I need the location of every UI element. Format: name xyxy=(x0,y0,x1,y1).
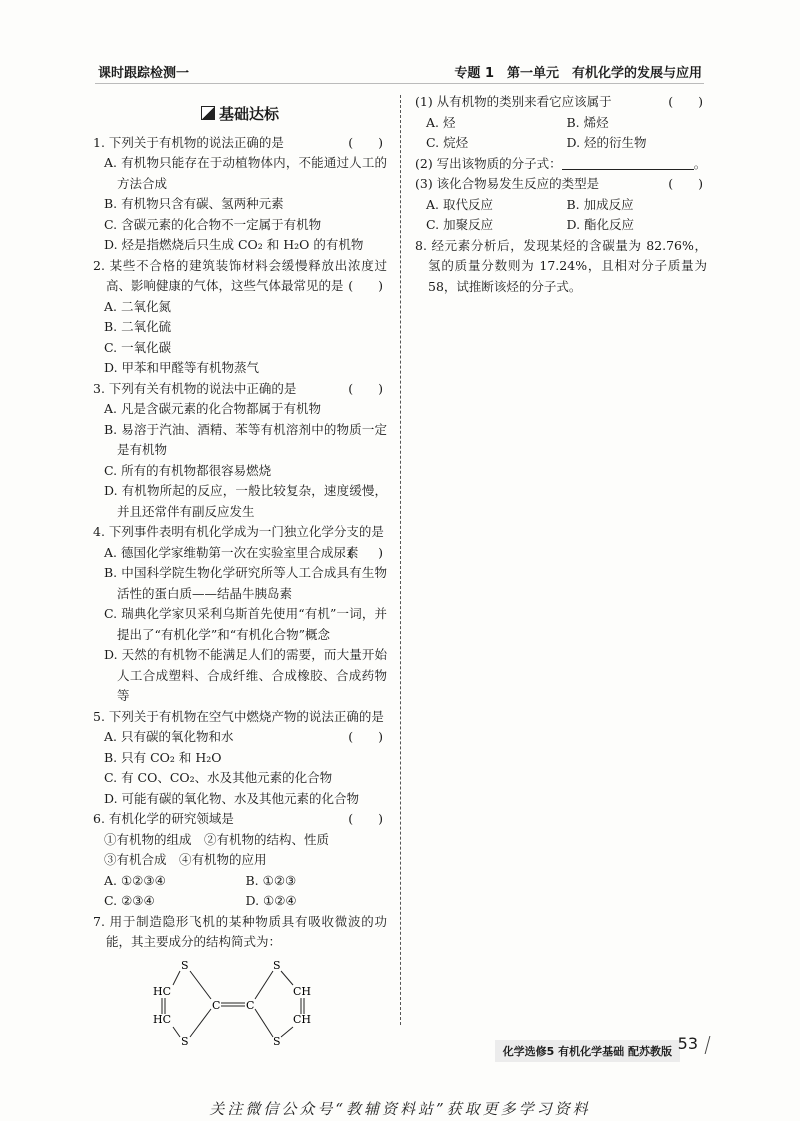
q6-option-a: A. ①②③④ xyxy=(104,872,166,888)
q7-3-option-b: B. 加成反应 xyxy=(566,196,634,212)
left-column xyxy=(93,104,387,1055)
column-divider xyxy=(400,95,401,1025)
option-a: A. 有机物只能存在于动植物体内，不能通过人工的方法合成 xyxy=(104,155,387,191)
q7-1-option-d: D. 烃的衍生物 xyxy=(566,135,647,150)
page-slash xyxy=(705,1036,711,1054)
option-d: D. 有机物所起的反应，一般比较复杂，速度缓慢，并且还常伴有副反应发生 xyxy=(104,483,387,519)
header-right: 专题 1 第一单元 有机化学的发展与应用 xyxy=(454,66,702,81)
q6-items-line1: ①有机物的组成 ②有机物的结构、性质 xyxy=(104,831,330,847)
option-a: A. 二氧化氮 xyxy=(104,298,171,314)
option-d: D. 甲苯和甲醛等有机物蒸气 xyxy=(104,360,260,375)
question-5: 5. 下列关于有机物在空气中燃烧产物的说法正确的是 ( ) A. 只有碳的氧化物和水 B. 只有 CO₂ 和 H₂O C. 有 CO、CO₂、水及其他元素的化合物 D. 可能有碳的氧化物、水及其他元素的化合物 xyxy=(93,707,387,810)
q6-option-d: D. ①②④ xyxy=(245,893,297,908)
option-a: A. 德国化学家维勒第一次在实验室里合成尿素 xyxy=(104,544,359,560)
book-title: 化学选修5 有机化学基础 配苏教版 xyxy=(495,1040,680,1062)
option-c: C. 含碳元素的化合物不一定属于有机物 xyxy=(104,216,322,232)
question-2: 2. 某些不合格的建筑装饰材料会缓慢释放出浓度过高、影响健康的气体，这些气体最常见的是 ( ) A. 二氧化氮 B. 二氧化硫 C. 一氧化碳 D. 甲苯和甲醛等有机物蒸气 xyxy=(93,256,387,379)
q6-option-b: B. ①②③ xyxy=(245,872,297,888)
svg-text:HC: HC xyxy=(153,1012,172,1026)
header-rule xyxy=(95,83,704,84)
q6-items-line2: ③有机合成 ④有机物的应用 xyxy=(104,852,267,867)
question-4: 4. 下列事件表明有机化学成为一门独立化学分支的是 ( ) A. 德国化学家维勒第一次在实验室里合成尿素 B. 中国科学院生物化学研究所等人工合成具有生物活性的蛋白质——结晶牛胰岛素 C. 瑞典化学家贝采利乌斯首先使用“有机”一词，并提出了“有机化学”和“有机化合物”概念 D. 天然的有机物不能满足人们的需要，而大量开始人工合成塑料、合成纤维、合成橡胶、合成药物等 xyxy=(93,522,387,707)
q7-1-option-c: C. 烷烃 xyxy=(426,135,469,150)
q7-1-option-b: B. 烯烃 xyxy=(566,114,609,130)
svg-text:C: C xyxy=(212,998,221,1012)
option-b: B. 中国科学院生物化学研究所等人工合成具有生物活性的蛋白质——结晶牛胰岛素 xyxy=(104,565,387,601)
header-left: 课时跟踪检测一 xyxy=(98,66,190,81)
svg-text:S: S xyxy=(273,958,281,972)
option-b: B. 有机物只含有碳、氢两种元素 xyxy=(104,196,284,211)
page-number: 53 xyxy=(677,1034,698,1053)
option-a: A. 凡是含碳元素的化合物都属于有机物 xyxy=(104,401,321,416)
q7-3-option-a: A. 取代反应 xyxy=(426,196,493,212)
option-c: C. 瑞典化学家贝采利乌斯首先使用“有机”一词，并提出了“有机化学”和“有机化合物”概念 xyxy=(104,606,387,642)
svg-text:S: S xyxy=(181,1034,189,1048)
svg-text:S: S xyxy=(273,1034,281,1048)
option-c: C. 所有的有机物都很容易燃烧 xyxy=(104,462,272,478)
right-column xyxy=(415,92,707,297)
q6-option-c: C. ②③④ xyxy=(104,893,155,908)
option-c: C. 一氧化碳 xyxy=(104,339,172,355)
svg-text:CH: CH xyxy=(293,1012,312,1026)
svg-text:CH: CH xyxy=(293,984,312,998)
q7-1-option-a: A. 烃 xyxy=(426,114,456,130)
q7-3-option-c: C. 加聚反应 xyxy=(426,217,494,232)
question-6: 6. 有机化学的研究领域是 ( ) ①有机物的组成 ②有机物的结构、性质 ③有机合成 ④有机物的应用 A. ①②③④ B. ①②③ C. ②③④ D. ①②④ xyxy=(93,809,387,912)
question-7: 7. 用于制造隐形飞机的某种物质具有吸收微波的功能，其主要成分的结构简式为： S S HC HC C C S S CH CH xyxy=(93,913,387,1048)
section-icon xyxy=(201,106,215,120)
question-8: 8. 经元素分析后，发现某烃的含碳量为 82.76%，氢的质量分数则为 17.24%，且相对分子质量为 58，试推断该烃的分子式。 xyxy=(415,237,707,294)
option-b: B. 只有 CO₂ 和 H₂O xyxy=(104,749,222,765)
question-1: 1. 下列关于有机物的说法正确的是 ( ) A. 有机物只能存在于动植物体内，不能通过人工的方法合成 B. 有机物只含有碳、氢两种元素 C. 含碳元素的化合物不一定属于有机物 D. 烃是指燃烧后只生成 CO₂ 和 H₂O 的有机物 xyxy=(93,133,387,256)
option-d: D. 天然的有机物不能满足人们的需要，而大量开始人工合成塑料、合成纤维、合成橡胶、合成药物等 xyxy=(104,647,387,703)
question-3: 3. 下列有关有机物的说法中正确的是 ( ) A. 凡是含碳元素的化合物都属于有机物 B. 易溶于汽油、酒精、苯等有机溶剂中的物质一定是有机物 C. 所有的有机物都很容易燃烧 D. 有机物所起的反应，一般比较复杂，速度缓慢，并且还常伴有副反应发生 xyxy=(93,379,387,523)
answer-blank[interactable] xyxy=(562,156,694,170)
svg-text:S: S xyxy=(181,958,189,972)
question-list xyxy=(93,133,387,810)
q7-sub3: (3) 该化合物易发生反应的类型是 ( ) A. 取代反应 B. 加成反应 C. 加聚反应 D. 酯化反应 xyxy=(415,174,707,236)
option-a: A. 只有碳的氧化物和水 xyxy=(104,729,234,744)
svg-text:HC: HC xyxy=(153,984,172,998)
option-b: B. 易溶于汽油、酒精、苯等有机溶剂中的物质一定是有机物 xyxy=(104,421,387,457)
option-d: D. 烃是指燃烧后只生成 CO₂ 和 H₂O 的有机物 xyxy=(104,237,364,252)
svg-text:C: C xyxy=(246,998,255,1012)
q7-sub2: (2) 写出该物质的分子式： 。 xyxy=(415,155,707,171)
q7-3-option-d: D. 酯化反应 xyxy=(566,217,635,232)
structure-formula xyxy=(153,959,333,1049)
option-b: B. 二氧化硫 xyxy=(104,319,172,334)
section-title: 基础达标 xyxy=(93,104,387,125)
option-d: D. 可能有碳的氧化物、水及其他元素的化合物 xyxy=(104,790,360,806)
bottom-note: 关注微信公众号“教辅资料站”获取更多学习资料 xyxy=(209,1100,591,1118)
q7-sub1: (1) 从有机物的类别来看它应该属于 ( ) A. 烃 B. 烯烃 C. 烷烃 D. 烃的衍生物 xyxy=(415,92,707,154)
option-c: C. 有 CO、CO₂、水及其他元素的化合物 xyxy=(104,770,333,785)
